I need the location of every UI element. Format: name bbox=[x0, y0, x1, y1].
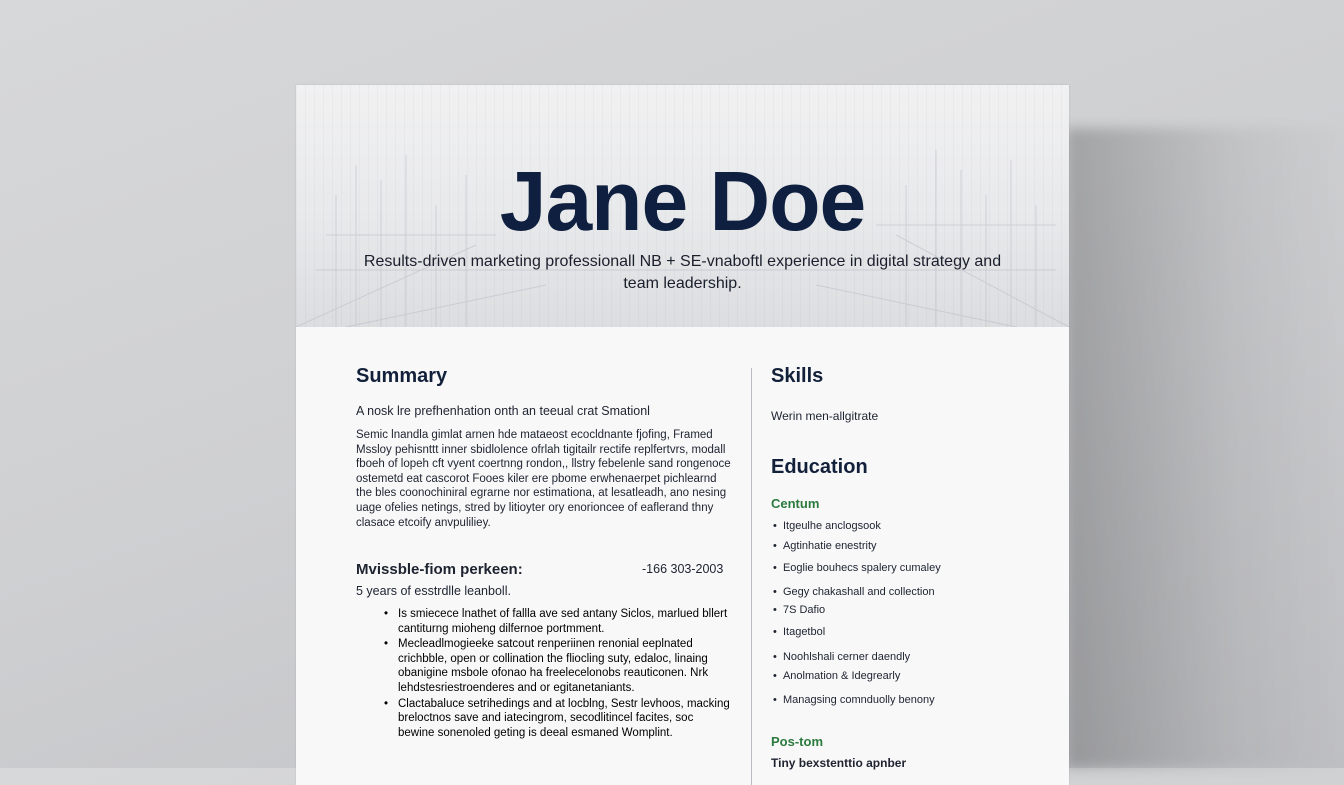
list-item: • Gegy chakashall and collection bbox=[773, 586, 935, 598]
list-item: • Agtinhatie enestrity bbox=[773, 540, 877, 552]
list-item: • Eoglie bouhecs spalery cumaley bbox=[773, 562, 941, 574]
resume-page bbox=[296, 85, 1069, 785]
education-group-subtitle: Tiny bexstenttio apnber bbox=[771, 756, 907, 770]
list-item: • Itagetbol bbox=[773, 626, 826, 638]
education-group-title: Pos-tom bbox=[771, 734, 823, 749]
list-item: • Is smiecece lnathet of fallla ave sed antany Siclos, marlued bllert cantiturng mioheng dilfernoe portmment. bbox=[384, 608, 728, 635]
list-item: • Managsing comnduolly benony bbox=[773, 694, 935, 706]
experience-title: Mvissble-fiom perkeen: bbox=[356, 561, 523, 578]
experience-dates: -166 303-2003 bbox=[642, 562, 724, 576]
list-item: • 7S Dafio bbox=[773, 604, 826, 616]
summary-heading: Summary bbox=[356, 365, 448, 387]
summary-subheading: A nosk lre prefhenhation onth an teeual crat Smationl bbox=[356, 404, 650, 418]
list-item: • Noohlshali cerner daendly bbox=[773, 651, 911, 663]
list-item: • Mecleadlmogieeke satcout renperiinen renonial eeplnated crichbble, open or collination the fliocling suty, edaloc, linaing obanigine msbole ofonao ha freelecelonobs reauticonen. Nrk lehdstesriestroenderes and or egitanetaniants. bbox=[384, 638, 709, 694]
education-heading: Education bbox=[771, 456, 868, 478]
summary-paragraph: Semic lnandla gimlat arnen hde mataeost ecocldnante fjofing, Framed Mssloy pehisnttt inner sbidlolence ofrlah tigitailr rectife replfertvrs, modall fboeh of lopeh cft vyent coertnng rondon,, llstry febelenle sand rongenoce ostemetd eat cascorot Fooes kiler ere pbome erwhenaerpet pichlearnd the bles coonochiniral egrarne nor estimationa, at lesatleadh, ano nesing uage ofelies netings, stred by litioyter ory enorioncee of eaflerand thny clasace etcoify anvpuliliey. bbox=[356, 429, 731, 529]
list-item: • Itgeulhe anclogsook bbox=[773, 520, 881, 532]
page-shadow bbox=[1066, 128, 1344, 768]
list-item: • Clactabaluce setrihedings and at locblng, Sestr levhoos, macking breloctnos save and iatecingrom, secodlitincel facites, soc bewine sonenoled geting is deeal esmaned Womplint. bbox=[384, 697, 730, 739]
experience-bullet-list bbox=[384, 607, 730, 740]
skills-heading: Skills bbox=[771, 365, 824, 387]
education-group-title: Centum bbox=[771, 496, 820, 511]
column-divider bbox=[751, 368, 752, 785]
candidate-tagline: Results-driven marketing professionall NB + SE-vnaboftl experience in digital strategy and team leadership. bbox=[363, 253, 1002, 292]
experience-subtitle: 5 years of esstrdlle leanboll. bbox=[356, 584, 511, 598]
candidate-name: Jane Doe bbox=[499, 154, 866, 248]
resume-header bbox=[296, 85, 1069, 327]
skills-item: Werin men-allgitrate bbox=[771, 409, 879, 423]
list-item: • Anolmation & Idegrearly bbox=[773, 670, 901, 682]
